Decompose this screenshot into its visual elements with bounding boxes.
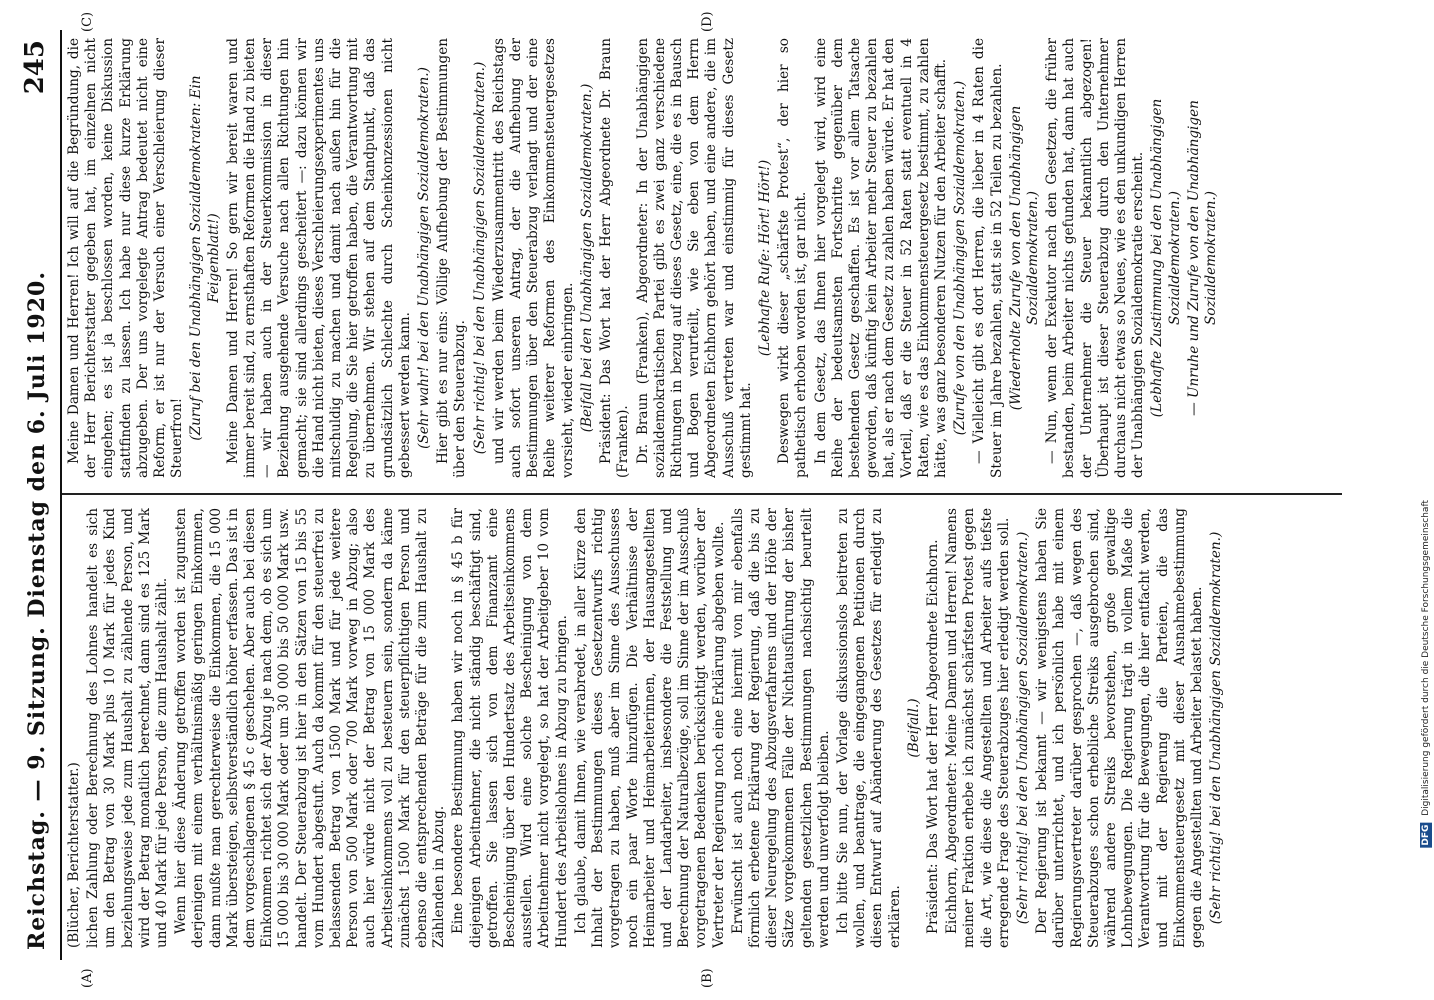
- page-header: [16, 30, 62, 960]
- margin-letter-b: (B): [700, 968, 715, 988]
- credit-text: Digitalisierung gefördert durch die Deutsche Forschungsgemeinschaft: [1421, 500, 1431, 816]
- running-title: Reichstag. — 9. Sitzung. Dienstag den 6. Juli 1920.: [24, 270, 50, 950]
- paragraph: Ich glaube, damit Ihnen, wie verabredet, in aller Kürze den Inhalt der Bestimmungen dieses Gesetzentwurfs richtig vorgetragen zu haben, muß aber im Sinne des Ausschusses noch ein paar Worte hinzufügen. Die Verhältnisse der Heimarbeiter und Heimarbeiterinnen, der Hausangestellten und der Landarbeiter, insbesondere die Feststellung und Berechnung der Naturalbezüge, soll im Sinne der im Ausschuß vorgetragenen Bedenken berücksichtigt werden, worüber der Vertreter der Regierung noch eine Erklärung abgeben wollte.: [572, 508, 727, 948]
- paragraph: — Vielleicht gibt es dort Herren, die lieber in 4 Raten die Steuer im Jahre bezahlen, statt sie in 52 Teilen zu bezahlen.: [971, 38, 1005, 478]
- paragraph: Deswegen wirkt dieser „schärfste Protest“, der hier so pathetisch erhoben worden ist, gar nicht.: [776, 38, 810, 478]
- margin-letter-d: (D): [700, 11, 715, 32]
- paragraph: Erwünscht ist auch noch eine hiermit von mir ebenfalls förmlich erbetene Erklärung der Regierung, daß die bis zu dieser Neuregelung des Abzugsverfahrens und der Höhe der Sätze vorgekommenen Fälle der Nichtausführung der bisher geltenden gesetzlichen Bestimmungen nachsichtig beurteilt werden und unverfolgt bleiben.: [729, 508, 832, 948]
- paragraph: Eichhorn, Abgeordneter: Meine Damen und Herren! Namens meiner Fraktion erhebe ich zunächst schärfsten Protest gegen die Art, wie diese die Angestellten und Arbeiter aufs tiefste erregende Frage des Steuerabzuges hier erledigt werden soll.: [944, 508, 1012, 948]
- paragraph: Eine besondere Bestimmung haben wir noch in § 45 b für diejenigen Arbeitnehmer, die nicht ständig beschäftigt sind, getroffen. Sie lassen sich von dem Finanzamt eine Bescheinigung über den Hundertsatz des Arbeitseinkommens ausstellen. Wird eine solche Bescheinigung von dem Arbeitnehmer nicht vorgelegt, so hat der Arbeitgeber 10 vom Hundert des Arbeitslohnes in Abzug zu bringen.: [450, 508, 570, 948]
- margin-letter-a: (A): [80, 968, 95, 988]
- paragraph: und wir werden beim Wiederzusammentritt des Reichstags auch sofort unseren Antrag, der die Aufhebung der Bestimmungen über den Steuerabzug verlangt und der eine Reihe weiterer Reformen des Einkommensteuergesetzes vorsieht, wieder einbringen.: [490, 38, 576, 478]
- paragraph: Präsident: Das Wort hat der Herr Abgeordnete Eichhorn.: [924, 539, 941, 934]
- paragraph: (Zuruf bei den Unabhängigen Sozialdemokraten: Ein Feigenblatt!): [188, 75, 222, 441]
- paragraph: (Blücher, Berichterstatter.): [66, 762, 82, 948]
- paragraph: Ich bitte Sie nun, der Vorlage diskussionslos beitreten zu wollen, und beantrage, die eingegangenen Petitionen durch diesen Entwurf auf Abänderung des Gesetzes für erledigt zu erklären.: [834, 508, 903, 948]
- paragraph: (Lebhafte Rufe: Hört! Hört!): [756, 159, 773, 357]
- paragraph: — Unruhe und Zurufe von den Unabhängigen Sozialdemokraten.): [1185, 100, 1219, 416]
- paragraph: In dem Gesetz, das Ihnen hier vorgelegt wird, wird eine Reihe der bedeutsamsten Fortschritte gegenüber dem bestehenden Gesetz geschaffen. Es ist vor allem Tatsache geworden, daß künftig kein Arbeiter mehr Steuer zu bezahlen hat, als er nach dem Gesetz zu zahlen haben würde. Er hat den Vorteil, daß er die Steuer in 52 Raten statt eventuell in 4 Raten, wie es das Einkommensteuergesetz bestimmt, zu zahlen hätte, was ganz besonderen Nutzen für den Arbeiter schafft.: [812, 38, 949, 478]
- paragraph: (Wiederholte Zurufe von den Unabhängigen Sozialdemokraten.): [1007, 105, 1041, 411]
- paragraph: Dr. Braun (Franken), Abgeordneter: In der Unabhängigen sozialdemokratischen Partei gibt es zwei ganz verschiedene Richtungen in bezug auf dieses Gesetz, eine, die es in Bausch und Bogen verurteilt, wie Sie eben von dem Herrn Abgeordneten Eichhorn gehört haben, und eine andere, die im Ausschuß vertreten war und einstimmig für dieses Gesetz gestimmt hat.: [634, 38, 754, 478]
- digitization-credit: [1420, 500, 1434, 848]
- paragraph: Meine Damen und Herren! Ich will auf die Begründung, die der Herr Berichterstatter gegeben hat, im einzelnen nicht eingehen; es ist ja beschlossen worden, keine Diskussion stattfinden zu lassen. Ich habe nur diese kurze Erklärung abzugeben. Der uns vorgelegte Antrag bedeutet nicht eine Reform, er ist nur der Versuch einer Verschleierung dieser Steuerfron!: [66, 38, 186, 478]
- paragraph: (Sehr richtig! bei den Unabhängigen Sozialdemokraten.): [1208, 531, 1225, 925]
- paragraph: (Sehr richtig! bei den Unabhängigen Sozialdemokraten.): [471, 61, 488, 455]
- page-number: 245: [20, 40, 50, 95]
- dfg-logo: DFG: [1421, 824, 1431, 846]
- column-rule: [62, 493, 1342, 495]
- right-column: [66, 38, 1346, 478]
- paragraph: (Lebhafte Zustimmung bei den Unabhängigen Sozialdemokraten.): [1149, 98, 1183, 418]
- margin-letter-c: (C): [80, 11, 95, 32]
- paragraph: (Beifall.): [905, 698, 922, 758]
- paragraph: Der Regierung ist bekannt — wir wenigstens haben Sie darüber unterrichtet, und ich persönlich habe mit einem Regierungsvertreter darüber gesprochen —, daß wegen des Steuerabzuges schon erhebliche Streiks ausgebrochen sind, während andere Streiks bevorstehen, große gewaltige Lohnbewegungen. Die Regierung trägt in vollem Maße die Verantwortung für die Bewegungen, die hier entfacht werden, und mit der Regierung die Parteien, die das Einkommensteuergesetz mit dieser Ausnahmebestimmung gegen die Angestellten und Arbeiter belastet haben.: [1034, 508, 1205, 948]
- paragraph: Wenn hier diese Änderung getroffen worden ist zugunsten derjenigen mit einem verhältnismäßig geringen Einkommen, dann mußte man gerechterweise die Einkommen, die 15 000 Mark übersteigen, selbstverständlich höher erfassen. Das ist in dem vorgeschlagenen § 45 c geschehen. Aber auch bei diesen Einkommen richtet sich der Abzug je nach dem, ob es sich um 15 000 bis 30 000 Mark oder um 30 000 bis 50 000 Mark usw. handelt. Der Steuerabzug ist hier in den Sätzen von 15 bis 55 vom Hundert abgestuft. Auch da kommt für den steuerfrei zu belassenden Betrag von 1500 Mark und für jede weitere Person von 500 Mark oder 700 Mark vorweg in Abzug; also auch hier würde nicht der Betrag von 15 000 Mark des Arbeitseinkommens voll zu besteuern sein, sondern da käme zunächst 1500 Mark für den steuerpflichtigen Person und ebenso die entsprechenden Beträge für die zum Haushalt zu Zählenden in Abzug.: [173, 508, 448, 948]
- paragraph: — Nun, wenn der Exekutor nach den Gesetzen, die früher bestanden, beim Arbeiter nichts gefunden hat, dann hat auch der Unternehmer die Steuer bekanntlich abgezogen! Überhaupt ist dieser Steuerabzug durch den Unternehmer durchaus nicht etwas so Neues, wie es den unkundigen Herren der Unabhängigen Sozialdemokratie erscheint.: [1044, 38, 1147, 478]
- paragraph: (Sehr wahr! bei den Unabhängigen Sozialdemokraten.): [416, 67, 433, 449]
- paragraph: (Zurufe von den Unabhängigen Sozialdemokraten.): [952, 80, 969, 436]
- paragraph: Hier gibt es nur eins: Völlige Aufhebung der Bestimmungen über den Steuerabzug.: [435, 38, 469, 478]
- paragraph: (Sehr richtig! bei den Unabhängigen Sozialdemokraten.): [1014, 531, 1031, 925]
- left-column: [66, 508, 1346, 948]
- paragraph: Präsident: Das Wort hat der Herr Abgeordnete Dr. Braun (Franken).: [598, 38, 632, 478]
- paragraph: Meine Damen und Herren! So gern wir bereit waren und immer bereit sind, zu ernsthaften Reformen die Hand zu bieten — wir haben auch in der Steuerkommission in dieser Beziehung ausgehende Versuche nach allen Richtungen hin gemacht; sie sind allerdings gescheitert —: dazu können wir die Hand nicht bieten, dieses Verschleierungsexperimentes uns mitschuldig zu machen und damit nach außen hin für die Regelung, die Sie hier getroffen haben, die Verantwortung mit zu übernehmen. Wir stehen auf dem Standpunkt, daß das grundsätzlich Schlechte durch Scheinkonzessionen nicht gebessert werden kann.: [224, 38, 413, 478]
- paragraph: (Beifall bei den Unabhängigen Sozialdemokraten.): [578, 83, 595, 433]
- paragraph: lichen Zahlung oder Berechnung des Lohnes handelt es sich um den Betrag von 30 Mark plus 10 Mark für jedes Kind beziehungsweise jede zum Haushalt zu zählende Person, und wird der Betrag monatlich berechnet, dann sind es 125 Mark und 40 Mark für jede Person, die zum Haushalt zählt.: [85, 508, 171, 948]
